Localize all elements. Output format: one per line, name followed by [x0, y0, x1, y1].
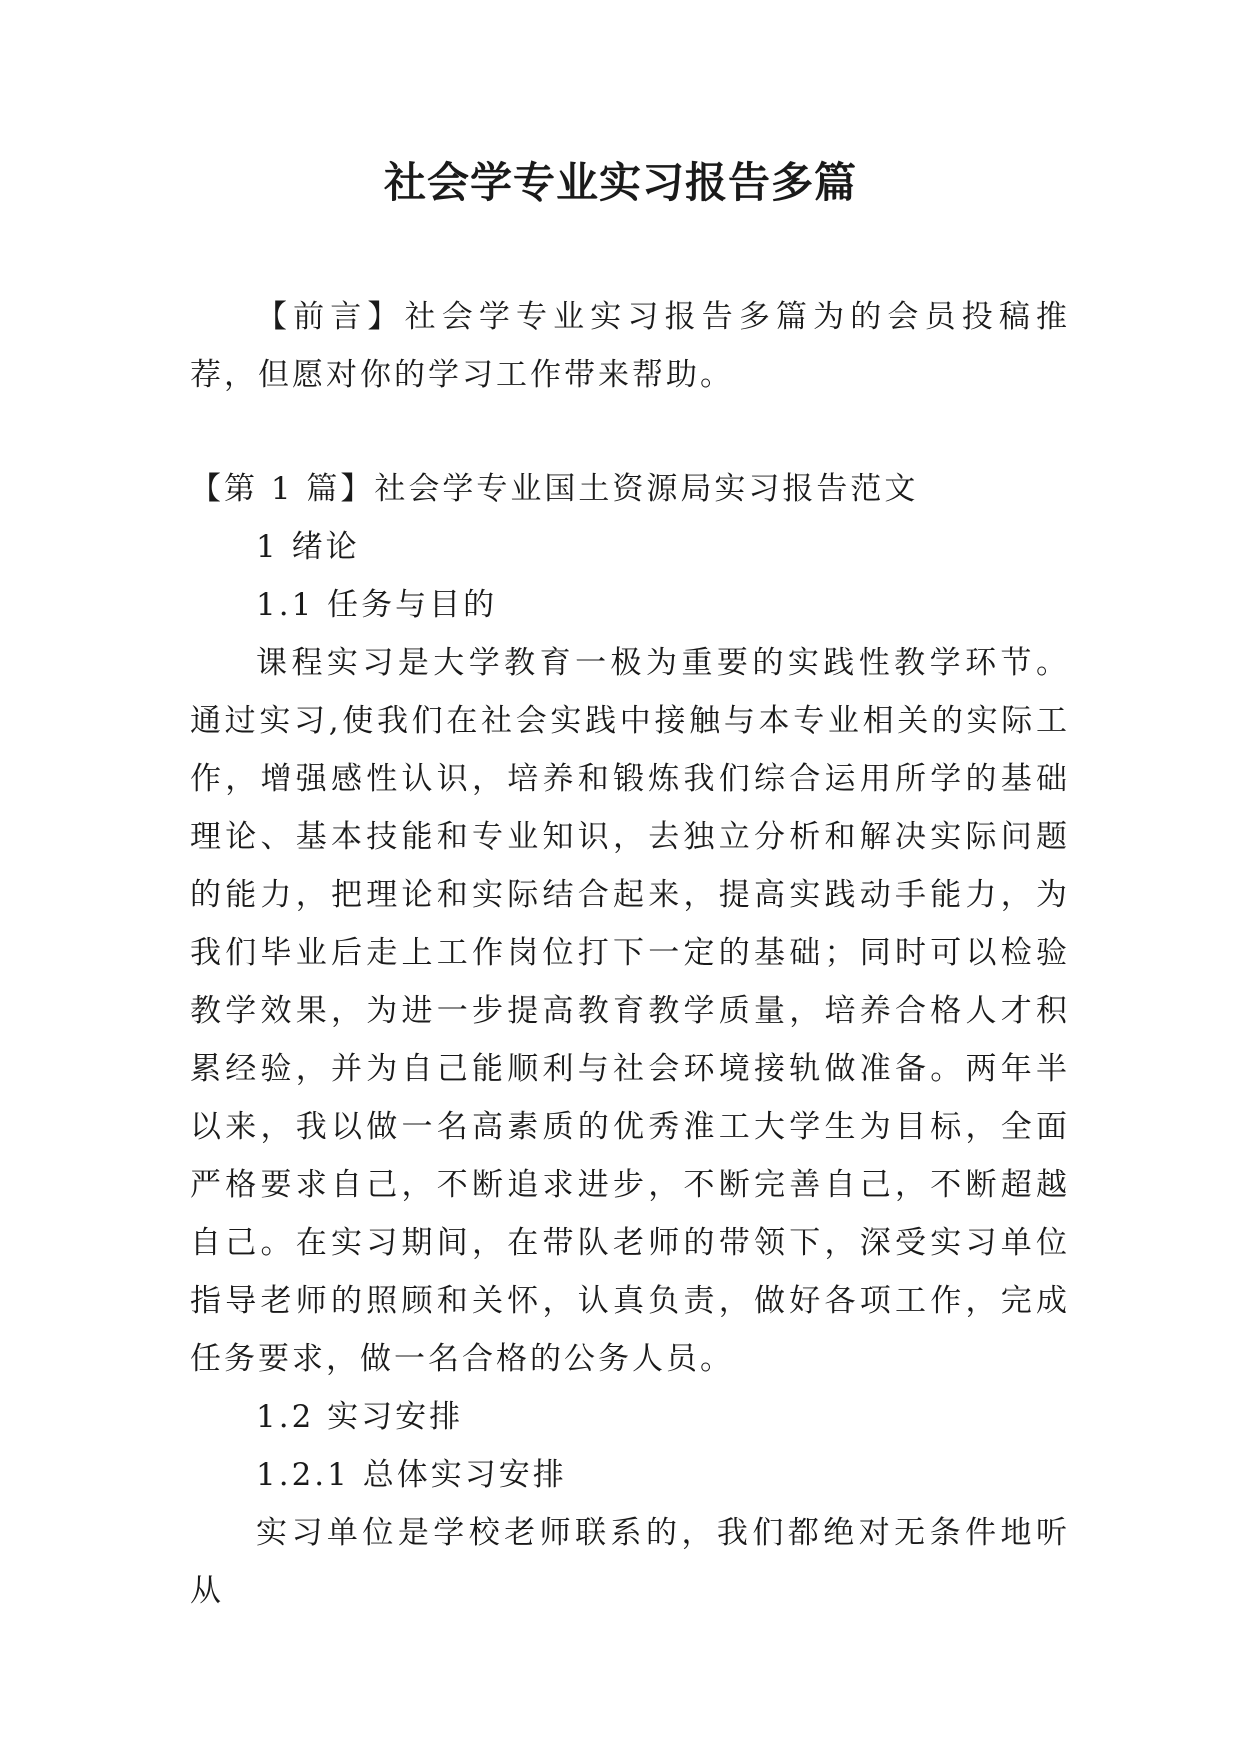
part-heading: 【第 1 篇】社会学专业国土资源局实习报告范文: [190, 471, 919, 507]
body-paragraph-2: 实习单位是学校老师联系的，我们都绝对无条件地听从: [190, 1515, 1070, 1609]
section-heading-1: 1 绪论: [256, 529, 360, 565]
section-heading-1-2: 1.2 实习安排: [256, 1399, 464, 1435]
body-paragraph-1: 课程实习是大学教育一极为重要的实践性教学环节。通过实习,使我们在社会实践中接触与本专业相关的实际工作，增强感性认识，培养和锻炼我们综合运用所学的基础理论、基本技能和专业知识，去独立分析和解决实际问题的能力，把理论和实际结合起来，提高实践动手能力，为我们毕业后走上工作岗位打下一定的基础；同时可以检验教学效果，为进一步提高教育教学质量，培养合格人才积累经验，并为自己能顺利与社会环境接轨做准备。两年半以来，我以做一名高素质的优秀淮工大学生为目标，全面严格要求自己，不断追求进步，不断完善自己，不断超越自己。在实习期间，在带队老师的带领下，深受实习单位指导老师的照顾和关怀，认真负责，做好各项工作，完成任务要求，做一名合格的公务人员。: [190, 645, 1070, 1377]
section-heading-1-2-1: 1.2.1 总体实习安排: [256, 1457, 567, 1493]
spacer: [190, 404, 1070, 460]
section-heading-1-1: 1.1 任务与目的: [256, 587, 498, 623]
document-body: [190, 288, 1070, 1620]
document-title: 社会学专业实习报告多篇: [383, 158, 857, 207]
preface-paragraph: 【前言】社会学专业实习报告多篇为的会员投稿推荐，但愿对你的学习工作带来帮助。: [190, 299, 1070, 393]
